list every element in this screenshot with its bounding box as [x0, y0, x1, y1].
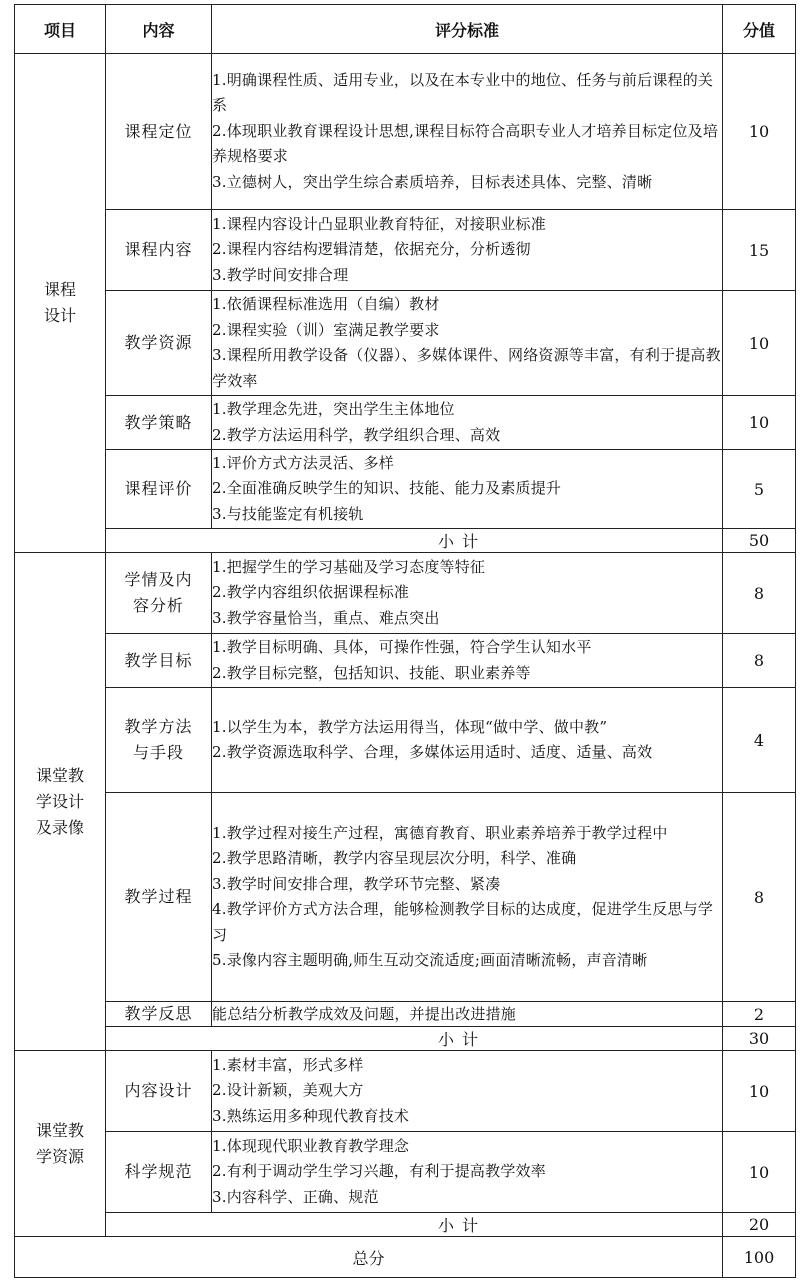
criterion: 2.教学资源选取科学、合理，多媒体运用适时、适度、适量、高效 — [212, 743, 653, 761]
item-name: 教学方法 与手段 — [106, 688, 212, 793]
subtotal-label: 小计 — [106, 529, 723, 553]
score: 10 — [723, 1051, 796, 1132]
score: 10 — [723, 291, 796, 396]
item-name: 科学规范 — [106, 1132, 212, 1213]
criteria-cell — [212, 54, 723, 210]
section-name: 课程 设计 — [15, 54, 106, 553]
item-name: 学情及内 容分析 — [106, 553, 212, 634]
criterion: 2.教学方法运用科学，教学组织合理、高效 — [212, 425, 501, 444]
section-name: 课堂教 学设计 及录像 — [15, 553, 106, 1051]
header-row — [15, 5, 796, 54]
header-criteria: 评分标准 — [212, 5, 723, 54]
subtotal-row — [15, 529, 796, 553]
criteria-cell — [212, 1002, 723, 1027]
criteria-cell — [212, 1051, 723, 1132]
item-name: 教学反思 — [106, 1002, 212, 1027]
criterion: 1.素材丰富，形式多样 — [212, 1055, 364, 1074]
criterion: 3.教学容量恰当，重点、难点突出 — [212, 608, 440, 627]
table-row — [15, 688, 796, 793]
section-name: 课堂教 学资源 — [15, 1051, 106, 1237]
subtotal-score: 30 — [723, 1027, 796, 1051]
subtotal-label: 小计 — [106, 1027, 723, 1051]
criterion: 5.录像内容主题明确,师生互动交流适度;画面清晰流畅，声音清晰 — [212, 951, 648, 969]
criterion: 2.有利于调动学生学习兴趣，有利于提高教学效率 — [212, 1162, 546, 1181]
criterion: 3.熟练运用多种现代教育技术 — [212, 1106, 410, 1125]
table-row — [15, 553, 796, 634]
criteria-cell — [212, 1132, 723, 1213]
criterion: 1.明确课程性质、适用专业，以及在本专业中的地位、任务与前后课程的关系 — [212, 70, 714, 115]
table-row — [15, 396, 796, 450]
total-score: 100 — [723, 1237, 796, 1278]
table-row — [15, 210, 796, 291]
criteria-cell — [212, 553, 723, 634]
criterion: 1.依循课程标准选用（自编）教材 — [212, 295, 440, 313]
subtotal-row — [15, 1213, 796, 1237]
subtotal-row — [15, 1027, 796, 1051]
item-name: 教学资源 — [106, 291, 212, 396]
criterion: 2.教学目标完整，包括知识、技能、职业素养等 — [212, 663, 531, 682]
table-row — [15, 1132, 796, 1213]
table-row — [15, 793, 796, 1002]
score: 5 — [723, 450, 796, 529]
subtotal-score: 50 — [723, 529, 796, 553]
criterion: 3.教学时间安排合理，教学环节完整、紧凑 — [212, 874, 501, 893]
criterion: 3.教学时间安排合理 — [212, 265, 349, 284]
score: 8 — [723, 634, 796, 688]
score: 15 — [723, 210, 796, 291]
score: 8 — [723, 793, 796, 1002]
criterion: 1.评价方式方法灵活、多样 — [212, 453, 394, 472]
score: 10 — [723, 396, 796, 450]
total-row — [15, 1237, 796, 1278]
criterion: 能总结分析教学成效及问题，并提出改进措施 — [212, 1005, 517, 1023]
table-row — [15, 54, 796, 210]
subtotal-label: 小计 — [106, 1213, 723, 1237]
criterion: 2.教学思路清晰，教学内容呈现层次分明，科学、准确 — [212, 849, 577, 867]
criterion: 3.课程所用教学设备（仪器）、多媒体课件、网络资源等丰富，有利于提高教学效率 — [212, 346, 721, 390]
item-name: 课程评价 — [106, 450, 212, 529]
criterion: 2.课程内容结构逻辑清楚，依据充分，分析透彻 — [212, 240, 531, 259]
criterion: 1.体现现代职业教育教学理念 — [212, 1136, 410, 1155]
item-name: 课程内容 — [106, 210, 212, 291]
criterion: 3.内容科学、正确、规范 — [212, 1187, 379, 1206]
criteria-cell — [212, 396, 723, 450]
criterion: 1.课程内容设计凸显职业教育特征，对接职业标准 — [212, 214, 546, 233]
criterion: 1.教学理念先进，突出学生主体地位 — [212, 400, 455, 418]
header-project: 项目 — [15, 5, 106, 54]
criterion: 2.课程实验（训）室满足教学要求 — [212, 320, 440, 339]
item-name: 内容设计 — [106, 1051, 212, 1132]
scoring-rubric-table — [14, 4, 796, 1278]
header-content: 内容 — [106, 5, 212, 54]
criteria-cell — [212, 688, 723, 793]
score: 2 — [723, 1002, 796, 1027]
score: 8 — [723, 553, 796, 634]
score: 10 — [723, 54, 796, 210]
criterion: 1.教学过程对接生产过程，寓德育教育、职业素养培养于教学过程中 — [212, 823, 668, 842]
criterion: 1.教学目标明确、具体，可操作性强，符合学生认知水平 — [212, 638, 592, 656]
item-name: 课程定位 — [106, 54, 212, 210]
criteria-cell — [212, 634, 723, 688]
score: 10 — [723, 1132, 796, 1213]
criterion: 2.设计新颖，美观大方 — [212, 1081, 364, 1100]
total-label: 总分 — [15, 1237, 723, 1278]
header-score: 分值 — [723, 5, 796, 54]
criteria-cell — [212, 450, 723, 529]
criterion: 2.体现职业教育课程设计思想,课程目标符合高职专业人才培养目标定位及培养规格要求 — [212, 121, 719, 166]
item-name: 教学目标 — [106, 634, 212, 688]
table-row — [15, 634, 796, 688]
criteria-cell — [212, 210, 723, 291]
criteria-cell — [212, 291, 723, 396]
item-name: 教学过程 — [106, 793, 212, 1002]
criterion: 2.教学内容组织依据课程标准 — [212, 583, 410, 602]
table-row — [15, 291, 796, 396]
item-name: 教学策略 — [106, 396, 212, 450]
table-row — [15, 1002, 796, 1027]
criterion: 1.把握学生的学习基础及学习态度等特征 — [212, 557, 486, 576]
criteria-cell — [212, 793, 723, 1002]
criterion: 3.立德树人，突出学生综合素质培养，目标表述具体、完整、清晰 — [212, 172, 653, 191]
score: 4 — [723, 688, 796, 793]
criterion: 2.全面准确反映学生的知识、技能、能力及素质提升 — [212, 479, 562, 498]
criterion: 3.与技能鉴定有机接轨 — [212, 504, 364, 523]
criterion: 1.以学生为本，教学方法运用得当，体现“做中学、做中教” — [212, 717, 608, 736]
table-row — [15, 1051, 796, 1132]
table-row — [15, 450, 796, 529]
subtotal-score: 20 — [723, 1213, 796, 1237]
criterion: 4.教学评价方式方法合理，能够检测教学目标的达成度，促进学生反思与学习 — [212, 900, 714, 944]
